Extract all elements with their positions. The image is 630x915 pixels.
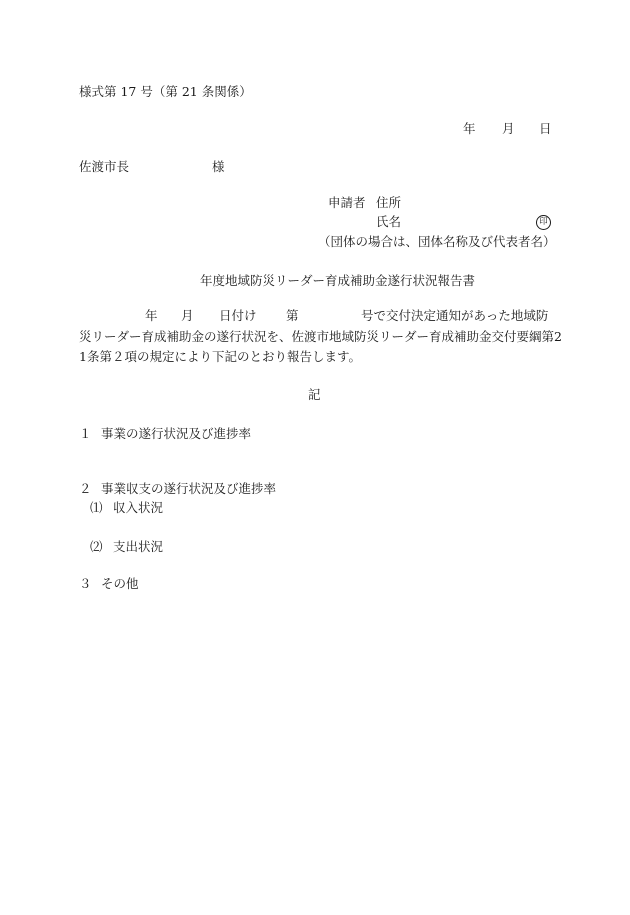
date-month: 月 [502,121,515,136]
addressee-honorific: 様 [212,159,225,174]
body-year: 年 [145,308,158,323]
seal-mark: 印 [536,215,551,230]
body-date-suffix: 日付け [219,308,257,323]
item-number: １ [79,426,92,441]
item-label: その他 [101,576,139,591]
date-day: 日 [539,121,552,136]
subitem-number: ⑴ [90,500,103,515]
subitem-label: 収入状況 [113,500,164,515]
applicant-name-label: 氏名 [376,214,402,229]
addressee-name: 佐渡市長 [79,159,130,174]
body-line2: 災リーダー育成補助金の遂行状況を、佐渡市地域防災リーダー育成補助金交付要綱第2 [79,329,562,344]
item-number: ２ [79,481,92,496]
body-number-prefix: 第 [286,308,299,323]
ki-heading: 記 [308,387,321,402]
applicant-label: 申請者 [328,195,366,210]
body-line1-text: 号で交付決定通知があった地域防 [361,308,549,323]
applicant-address-label: 住所 [376,195,402,210]
item-label: 事業収支の遂行状況及び進捗率 [101,481,277,496]
body-line3: 1条第２項の規定により下記のとおり報告します。 [79,349,361,364]
subitem-label: 支出状況 [113,539,164,554]
item-number: ３ [79,576,92,591]
item-label: 事業の遂行状況及び進捗率 [101,426,252,441]
form-number: 様式第 17 号（第 21 条関係） [79,84,252,99]
date-year: 年 [463,121,476,136]
document-title: 年度地域防災リーダー育成補助金遂行状況報告書 [200,273,476,288]
group-note: （団体の場合は、団体名称及び代表者名） [318,234,556,249]
subitem-number: ⑵ [90,539,103,554]
body-month: 月 [181,308,194,323]
